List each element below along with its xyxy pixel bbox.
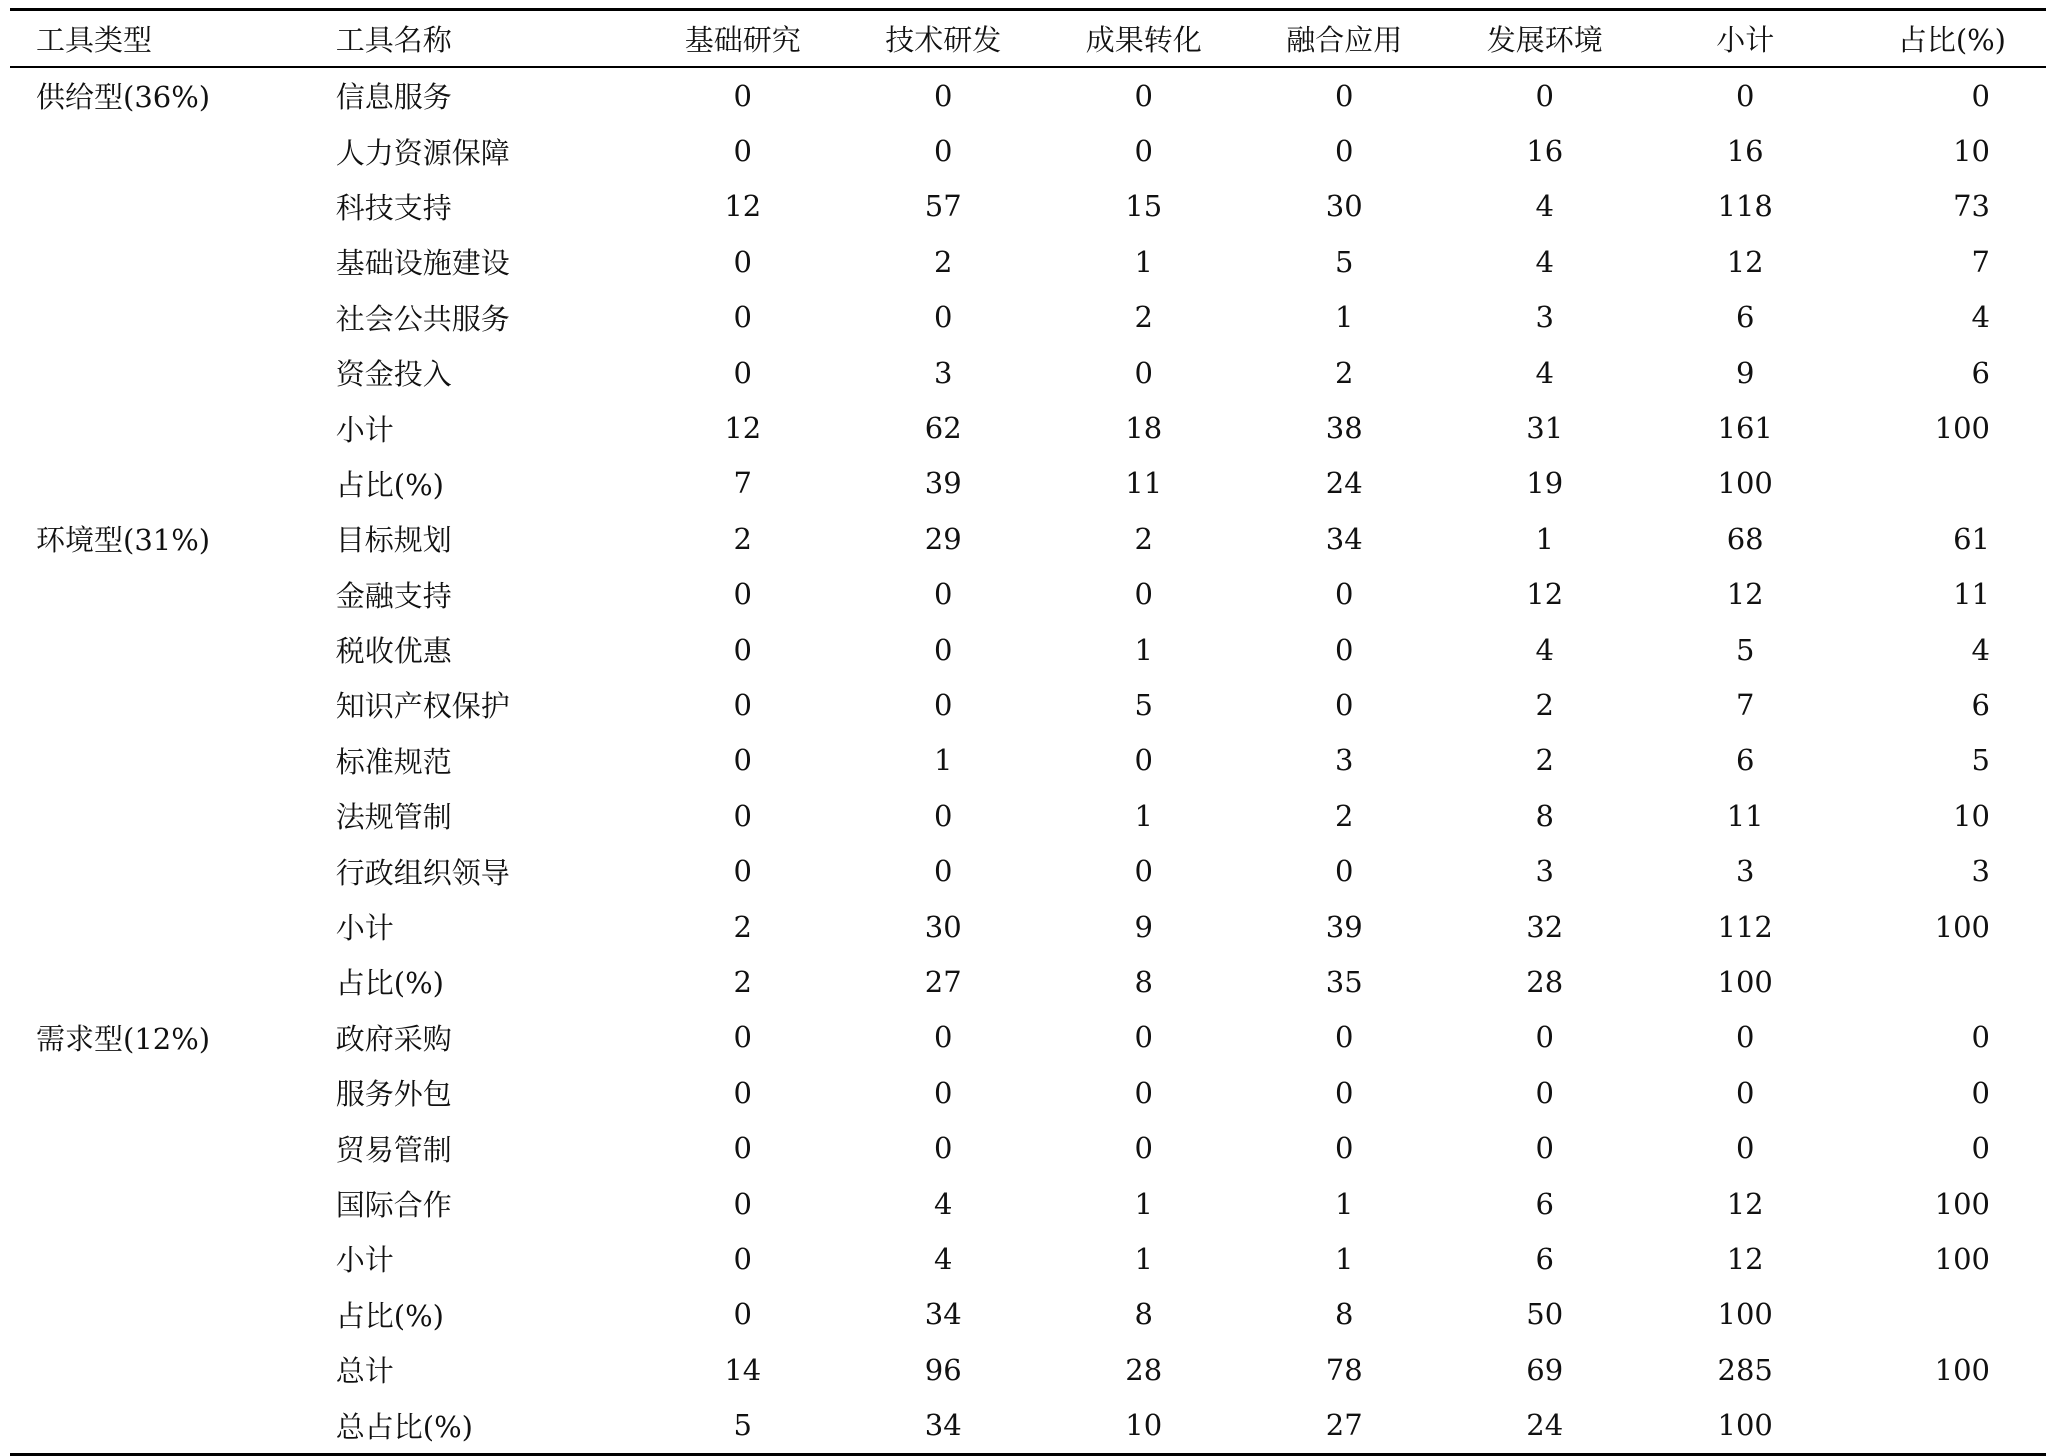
tool-name-cell: 小计 [335,412,394,447]
table-row [10,234,2046,289]
proportion-cell: 5 [1971,743,1990,778]
subtotal-cell: 7 [1735,687,1755,722]
proportion-cell: 73 [1953,189,1990,224]
subtotal-cell: 0 [1735,1020,1755,1055]
basic-research-cell: 0 [733,854,752,889]
tech-rd-cell: 4 [934,1186,953,1221]
tool-type-cell [10,788,334,843]
subtotal-cell: 0 [1735,1075,1755,1110]
proportion-cell: 0 [1971,1131,1990,1166]
tool-type-cell [10,290,334,345]
tech-rd-cell: 0 [934,1075,953,1110]
achievement-transfer-cell: 0 [1134,134,1153,169]
tech-rd-cell: 0 [934,854,953,889]
tech-rd-cell: 0 [934,632,953,667]
development-environment-cell: 0 [1535,1131,1554,1166]
subtotal-cell: 100 [1717,466,1773,501]
tool-type-cell [10,954,334,1009]
basic-research-cell: 0 [733,687,752,722]
proportion-cell: 6 [1971,355,1990,390]
tech-rd-cell: 30 [924,909,962,944]
integrated-application-cell: 0 [1335,78,1354,113]
development-environment-cell: 6 [1535,1186,1554,1221]
tech-rd-cell: 57 [924,189,962,224]
subtotal-cell: 100 [1717,1408,1773,1443]
development-environment-cell: 3 [1535,854,1554,889]
proportion-cell: 10 [1953,134,1990,169]
tech-rd-cell: 34 [924,1408,962,1443]
basic-research-cell: 0 [733,1241,752,1276]
header-achievement-transfer: 成果转化 [1085,23,1202,57]
tech-rd-cell: 0 [934,300,953,335]
development-environment-cell: 2 [1535,743,1554,778]
header-development-environment: 发展环境 [1486,23,1603,57]
tool-name-cell: 总占比(%) [335,1409,473,1444]
proportion-cell: 3 [1971,854,1990,889]
header-proportion: 占比(%) [1897,23,2006,57]
achievement-transfer-cell: 2 [1134,300,1153,335]
tool-type-cell: 需求型(12%) [36,1021,211,1056]
basic-research-cell: 12 [724,411,762,446]
tool-name-cell: 基础设施建设 [335,246,510,281]
proportion-cell [1845,954,2046,1009]
basic-research-cell: 0 [733,355,752,390]
tech-rd-cell: 0 [934,687,953,722]
tool-name-cell: 金融支持 [335,578,452,613]
table-row [10,1010,2046,1065]
table-row [10,733,2046,788]
subtotal-cell: 285 [1717,1352,1773,1387]
achievement-transfer-cell: 8 [1134,1297,1153,1332]
tech-rd-cell: 96 [924,1352,962,1387]
tool-type-cell [10,1176,334,1231]
tech-rd-cell: 39 [924,466,962,501]
integrated-application-cell: 8 [1335,1297,1354,1332]
subtotal-cell: 100 [1717,1297,1773,1332]
tool-name-cell: 信息服务 [335,80,452,115]
tool-name-cell: 贸易管制 [335,1132,452,1167]
policy-tool-table-wrapper [10,8,2046,1456]
tool-type-cell [10,179,334,234]
integrated-application-cell: 0 [1335,134,1354,169]
tool-type-cell [10,1231,334,1286]
tool-name-cell: 社会公共服务 [335,301,510,336]
tool-name-cell: 税收优惠 [335,634,452,669]
achievement-transfer-cell: 0 [1134,577,1153,612]
tech-rd-cell: 2 [934,244,953,279]
development-environment-cell: 6 [1535,1241,1554,1276]
policy-tool-table [10,11,2046,66]
proportion-cell: 0 [1971,78,1990,113]
tool-type-cell [10,1287,334,1342]
tech-rd-cell: 0 [934,577,953,612]
development-environment-cell: 0 [1535,1020,1554,1055]
integrated-application-cell: 1 [1335,300,1354,335]
development-environment-cell: 31 [1526,411,1564,446]
achievement-transfer-cell: 5 [1134,687,1153,722]
development-environment-cell: 1 [1535,521,1554,556]
tool-type-cell [10,677,334,732]
table-row [10,179,2046,234]
table-row [10,1231,2046,1286]
development-environment-cell: 0 [1535,1075,1554,1110]
table-row [10,1065,2046,1120]
table-row [10,788,2046,843]
proportion-cell: 11 [1953,577,1990,612]
tool-type-cell [10,843,334,898]
tool-type-cell [10,400,334,455]
basic-research-cell: 0 [733,632,752,667]
proportion-cell: 100 [1934,1186,1990,1221]
achievement-transfer-cell: 0 [1134,355,1153,390]
subtotal-cell: 112 [1717,909,1773,944]
table-row [10,677,2046,732]
proportion-cell: 10 [1953,798,1990,833]
basic-research-cell: 7 [733,466,752,501]
proportion-cell: 0 [1971,1020,1990,1055]
tech-rd-cell: 0 [934,1020,953,1055]
tool-name-cell: 小计 [335,911,394,946]
development-environment-cell: 28 [1526,964,1564,999]
achievement-transfer-cell: 9 [1134,909,1153,944]
basic-research-cell: 2 [733,521,752,556]
achievement-transfer-cell: 1 [1134,632,1153,667]
tool-name-cell: 知识产权保护 [335,689,510,724]
proportion-cell: 61 [1953,521,1990,556]
integrated-application-cell: 2 [1335,355,1354,390]
tech-rd-cell: 4 [934,1241,953,1276]
integrated-application-cell: 39 [1325,909,1363,944]
basic-research-cell: 0 [733,1131,752,1166]
basic-research-cell: 0 [733,1297,752,1332]
integrated-application-cell: 30 [1325,189,1363,224]
integrated-application-cell: 3 [1335,743,1354,778]
proportion-cell: 100 [1934,1352,1990,1387]
subtotal-cell: 161 [1717,411,1773,446]
subtotal-cell: 12 [1726,1186,1764,1221]
tool-type-cell [10,733,334,788]
subtotal-cell: 6 [1735,300,1755,335]
integrated-application-cell: 34 [1325,521,1363,556]
table-row [10,345,2046,400]
integrated-application-cell: 0 [1335,1075,1354,1110]
basic-research-cell: 0 [733,1020,752,1055]
tech-rd-cell: 62 [924,411,962,446]
basic-research-cell: 5 [733,1408,752,1443]
development-environment-cell: 4 [1535,244,1554,279]
table-row [10,400,2046,455]
integrated-application-cell: 1 [1335,1186,1354,1221]
tool-type-cell [10,1065,334,1120]
integrated-application-cell: 38 [1325,411,1363,446]
table-body [10,68,2046,1453]
subtotal-cell: 5 [1735,632,1755,667]
proportion-cell: 100 [1934,1241,1990,1276]
basic-research-cell: 12 [724,189,762,224]
header-tool-name: 工具名称 [335,23,452,57]
table-header [10,11,2046,66]
integrated-application-cell: 0 [1335,577,1354,612]
proportion-cell: 4 [1971,300,1990,335]
tool-type-cell [10,1342,334,1397]
achievement-transfer-cell: 1 [1134,1186,1153,1221]
tool-type-cell [10,1397,334,1452]
basic-research-cell: 0 [733,78,752,113]
table-row [10,843,2046,898]
subtotal-cell: 3 [1735,854,1755,889]
subtotal-cell: 12 [1726,1241,1764,1276]
proportion-cell: 6 [1971,687,1990,722]
tool-name-cell: 行政组织领导 [335,855,510,890]
subtotal-cell: 0 [1735,1131,1755,1166]
achievement-transfer-cell: 0 [1134,1020,1153,1055]
proportion-cell: 100 [1934,909,1990,944]
development-environment-cell: 4 [1535,189,1554,224]
basic-research-cell: 0 [733,1186,752,1221]
subtotal-cell: 100 [1717,964,1773,999]
achievement-transfer-cell: 0 [1134,854,1153,889]
tool-name-cell: 占比(%) [335,467,444,502]
table-row [10,954,2046,1009]
tool-type-cell [10,899,334,954]
tech-rd-cell: 34 [924,1297,962,1332]
tool-name-cell: 目标规划 [335,523,452,558]
achievement-transfer-cell: 18 [1125,411,1163,446]
tool-type-cell [10,456,334,511]
subtotal-cell: 12 [1726,244,1764,279]
tool-name-cell: 总计 [335,1354,394,1389]
tool-type-cell: 供给型(36%) [36,80,211,115]
achievement-transfer-cell: 11 [1125,466,1163,501]
integrated-application-cell: 27 [1325,1408,1363,1443]
tool-type-cell [10,123,334,178]
subtotal-cell: 68 [1726,521,1764,556]
subtotal-cell: 6 [1735,743,1755,778]
basic-research-cell: 2 [733,964,752,999]
tool-name-cell: 占比(%) [335,966,444,1001]
subtotal-cell: 118 [1717,189,1773,224]
tool-type-cell [10,622,334,677]
basic-research-cell: 0 [733,798,752,833]
development-environment-cell: 2 [1535,687,1554,722]
integrated-application-cell: 0 [1335,1020,1354,1055]
tech-rd-cell: 0 [934,1131,953,1166]
integrated-application-cell: 35 [1325,964,1363,999]
tech-rd-cell: 0 [934,134,953,169]
table-row [10,511,2046,566]
development-environment-cell: 32 [1526,909,1564,944]
tech-rd-cell: 0 [934,78,953,113]
integrated-application-cell: 2 [1335,798,1354,833]
tool-type-cell: 环境型(31%) [36,523,211,558]
achievement-transfer-cell: 0 [1134,78,1153,113]
tech-rd-cell: 27 [924,964,962,999]
achievement-transfer-cell: 0 [1134,743,1153,778]
basic-research-cell: 0 [733,134,752,169]
development-environment-cell: 16 [1526,134,1564,169]
achievement-transfer-cell: 8 [1134,964,1153,999]
table-bottom-rule [10,1453,2046,1456]
proportion-cell: 7 [1971,244,1990,279]
proportion-cell: 0 [1971,1075,1990,1110]
development-environment-cell: 4 [1535,355,1554,390]
tool-name-cell: 政府采购 [335,1021,452,1056]
achievement-transfer-cell: 1 [1134,244,1153,279]
table-row [10,1176,2046,1231]
integrated-application-cell: 0 [1335,1131,1354,1166]
proportion-cell: 4 [1971,632,1990,667]
tech-rd-cell: 1 [934,743,953,778]
achievement-transfer-cell: 1 [1134,1241,1153,1276]
proportion-cell [1845,1287,2046,1342]
table-row [10,622,2046,677]
header-basic-research: 基础研究 [684,23,801,57]
proportion-cell [1845,1397,2046,1452]
tool-name-cell: 小计 [335,1243,394,1278]
achievement-transfer-cell: 10 [1125,1408,1163,1443]
header-integrated-application: 融合应用 [1286,23,1403,57]
table-row [10,1342,2046,1397]
achievement-transfer-cell: 0 [1134,1131,1153,1166]
achievement-transfer-cell: 15 [1125,189,1163,224]
proportion-cell [1845,456,2046,511]
subtotal-cell: 9 [1735,355,1755,390]
tool-name-cell: 标准规范 [335,744,452,779]
proportion-cell: 100 [1934,411,1990,446]
integrated-application-cell: 0 [1335,854,1354,889]
header-tech-rd: 技术研发 [885,23,1002,57]
table-row [10,899,2046,954]
basic-research-cell: 0 [733,743,752,778]
table-row [10,68,2046,123]
tool-type-cell [10,1120,334,1175]
achievement-transfer-cell: 2 [1134,521,1153,556]
table-row [10,290,2046,345]
development-environment-cell: 0 [1535,78,1554,113]
header-tool-type: 工具类型 [36,23,153,57]
integrated-application-cell: 78 [1325,1352,1363,1387]
tool-name-cell: 国际合作 [335,1188,452,1222]
tech-rd-cell: 0 [934,798,953,833]
tech-rd-cell: 29 [924,521,962,556]
achievement-transfer-cell: 0 [1134,1075,1153,1110]
achievement-transfer-cell: 28 [1125,1352,1163,1387]
integrated-application-cell: 5 [1335,244,1354,279]
subtotal-cell: 11 [1726,798,1764,833]
policy-tool-table-body [10,68,2046,1453]
development-environment-cell: 19 [1526,466,1564,501]
tool-name-cell: 资金投入 [335,357,452,392]
tool-name-cell: 科技支持 [335,190,452,225]
integrated-application-cell: 0 [1335,632,1354,667]
tool-name-cell: 占比(%) [335,1298,444,1333]
table-row [10,123,2046,178]
integrated-application-cell: 24 [1325,466,1363,501]
header-row [10,11,2046,66]
table-row [10,1120,2046,1175]
development-environment-cell: 8 [1535,798,1554,833]
subtotal-cell: 12 [1726,577,1764,612]
table-row [10,567,2046,622]
development-environment-cell: 12 [1526,577,1564,612]
basic-research-cell: 0 [733,244,752,279]
development-environment-cell: 24 [1526,1408,1564,1443]
table-row [10,1397,2046,1452]
basic-research-cell: 2 [733,909,752,944]
tool-type-cell [10,234,334,289]
table-row [10,456,2046,511]
development-environment-cell: 3 [1535,300,1554,335]
table-row [10,1287,2046,1342]
basic-research-cell: 14 [724,1352,762,1387]
basic-research-cell: 0 [733,300,752,335]
subtotal-cell: 16 [1726,134,1764,169]
header-subtotal: 小计 [1716,23,1775,57]
subtotal-cell: 0 [1735,78,1755,113]
development-environment-cell: 4 [1535,632,1554,667]
tool-name-cell: 服务外包 [335,1077,452,1112]
tool-name-cell: 法规管制 [335,800,452,835]
tool-name-cell: 人力资源保障 [335,135,510,170]
integrated-application-cell: 0 [1335,687,1354,722]
tool-type-cell [10,567,334,622]
tech-rd-cell: 3 [934,355,953,390]
basic-research-cell: 0 [733,577,752,612]
achievement-transfer-cell: 1 [1134,798,1153,833]
integrated-application-cell: 1 [1335,1241,1354,1276]
tool-type-cell [10,345,334,400]
development-environment-cell: 69 [1526,1352,1564,1387]
development-environment-cell: 50 [1526,1297,1564,1332]
basic-research-cell: 0 [733,1075,752,1110]
